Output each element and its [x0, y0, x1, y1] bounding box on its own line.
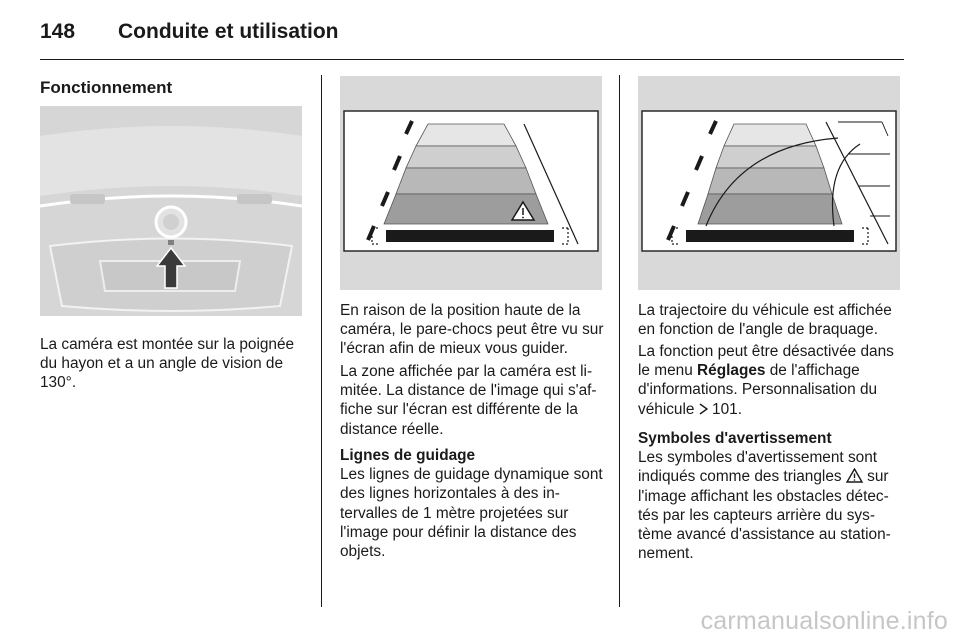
warning-symbols-subheading: Symboles d'avertissement	[638, 430, 832, 447]
col3-paragraph-1: La trajectoire du véhicule est affichée en fonction de l'angle de braquage.	[638, 302, 892, 339]
col2-guide-lines-block	[340, 446, 605, 561]
header-rule	[40, 59, 904, 60]
col2-paragraph-2: La zone affichée par la caméra est li-mitée. La distance de l'image qui s'af-fiche sur l'écran est différente de la distance réelle.	[340, 363, 597, 438]
col3-paragraph-2-start: La fonction peut être désactivée dans le menu	[638, 343, 894, 380]
trajectory-screen-figure	[638, 76, 900, 290]
col1-paragraph: La caméra est montée sur la poignée du hayon et a un angle de vision de 130°.	[40, 336, 295, 392]
trajectory-screen	[638, 76, 900, 290]
guide-lines-screen	[340, 76, 602, 290]
column-divider-1	[321, 75, 322, 607]
column-divider-2	[619, 75, 620, 607]
guide-lines-subheading: Lignes de guidage	[340, 447, 476, 464]
page-header	[40, 16, 920, 60]
col3-paragraph-3-end: sur l'image affichant les obstacles détec-tés par les capteurs arrière du sys-tème avancé d'assistance au station-nement.	[638, 468, 891, 563]
col3-paragraph-2	[638, 342, 908, 419]
tailgate-camera-figure	[40, 106, 302, 316]
chapter-title: Conduite et utilisation	[118, 20, 339, 43]
guide-lines-screen-figure	[340, 76, 602, 290]
col3-paragraph-2-end: de l'affichage d'informations. Personnalisation du véhicule	[638, 362, 878, 418]
watermark: carmanualsonline.info	[700, 607, 948, 635]
arrow-ref-icon	[699, 403, 708, 415]
col3-paragraph-3-start: Les symboles d'avertissement sont indiqués comme des triangles	[638, 449, 878, 486]
col3-warning-block	[638, 429, 908, 563]
page-number: 148	[40, 20, 76, 43]
page-reference[interactable]: 101.	[712, 400, 742, 418]
col2-paragraph-3: Les lignes de guidage dynamique sont des lignes horizontales à des in-tervalles de 1 mètre projetées sur l'image pour définir la distance des objets.	[340, 466, 603, 561]
col2-paragraph-1: En raison de la position haute de la caméra, le pare-chocs peut être vu sur l'écran afin de mieux vous guider.	[340, 302, 604, 358]
section-title: Fonctionnement	[40, 78, 173, 97]
tailgate-illustration	[40, 106, 302, 316]
warning-triangle-icon	[846, 468, 863, 483]
settings-menu-name: Réglages	[697, 362, 766, 380]
